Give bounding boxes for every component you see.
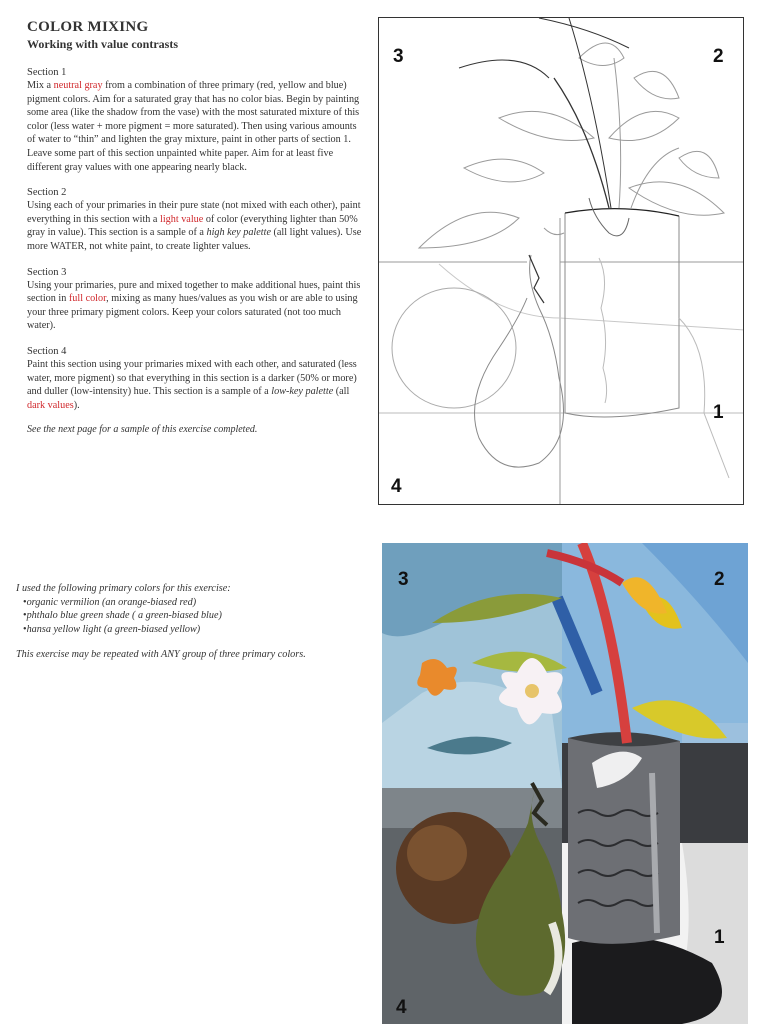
section-heading: Section 1: [27, 67, 67, 78]
painting-label-3: 3: [398, 569, 409, 590]
section-body: [27, 199, 367, 253]
section-body: [27, 358, 367, 412]
section-heading: Section 2: [27, 187, 67, 199]
highlight-term: dark values: [27, 399, 74, 411]
colors-intro: I used the following primary colors for this exercise:: [16, 583, 231, 594]
instructions-column: [27, 18, 367, 435]
page-subtitle: Working with value contrasts: [27, 37, 179, 51]
highlight-term: full color: [68, 293, 107, 305]
section-text: ).: [73, 399, 80, 411]
section-text: of color (everything lighter than 50% gray in value). This section is a sample of a: [27, 213, 358, 239]
section-text: Mix a: [27, 80, 54, 91]
color-item: • phthalo blue green shade ( a green-biased blue): [23, 609, 376, 623]
section-text: , mixing as many hues/values as you wish or are able to using your three primary pigment colors. Keep your colors saturated (not too much water).: [27, 293, 358, 332]
section-heading: Section 4: [27, 345, 67, 357]
section-3: [27, 266, 367, 333]
section-heading: Section 3: [27, 266, 67, 278]
sections-list: [27, 66, 367, 412]
section-2: [27, 186, 367, 253]
color-item: • organic vermilion (an orange-biased red): [23, 596, 376, 610]
line-drawing-panel: [378, 17, 744, 505]
section-text: Paint this section using your primaries mixed with each other, and saturated (less water, more pigment) so that everything in this section is a darker (50% or more) and duller (low-intensity) hue. This section is a sample of a: [27, 358, 357, 398]
watercolor-painting: [382, 543, 748, 1024]
color-item: • hansa yellow light (a green-biased yellow): [23, 623, 376, 637]
sketch-label-4: 4: [391, 476, 402, 497]
section-text: Using your primaries, pure and mixed together to make additional hues, paint this section in: [27, 279, 361, 305]
painting-label-4: 4: [396, 997, 407, 1018]
section-text: (all: [333, 386, 350, 398]
section-text: Using each of your primaries in their pure state (not mixed with each other), paint everything in this section with a: [27, 200, 361, 225]
repeat-note: This exercise may be repeated with ANY group of three primary colors.: [16, 649, 306, 661]
italic-term: low-key palette: [271, 386, 334, 398]
section-body: [27, 79, 367, 174]
painting-label-1: 1: [714, 927, 725, 948]
section-text: (all light values). Use more WATER, not white paint, to create lighter values.: [27, 227, 362, 252]
sketch-label-2: 2: [713, 46, 724, 67]
sketch-label-3: 3: [393, 46, 404, 67]
colors-used-block: [16, 582, 376, 662]
section-1: [27, 66, 367, 174]
sketch-label-1: 1: [713, 402, 724, 423]
line-drawing-svg: [379, 18, 744, 505]
highlight-term: neutral gray: [53, 80, 103, 91]
painting-svg: [382, 543, 748, 1024]
see-next-note: See the next page for a sample of this exercise completed.: [27, 424, 258, 436]
section-4: [27, 345, 367, 412]
section-text: from a combination of three primary (red, yellow and blue) pigment colors. Aim for a saturated gray that has no color bias. Begin by painting some area (like the shadow from the vase) with the most saturated mixture of this color (less water + more pigment = more saturated). Then using various amounts of water to “thin” and lighten the gray mixture, paint in other parts of section 1. Leave some part of this section unpainted white paper. Aim for at least five different gray values with one appearing nearly black.: [27, 80, 360, 173]
italic-term: high key palette: [206, 227, 271, 239]
painting-label-2: 2: [714, 569, 725, 590]
highlight-term: light value: [159, 213, 204, 225]
colors-list: [16, 596, 376, 637]
section-body: [27, 279, 367, 333]
page-title: COLOR MIXING: [27, 19, 149, 35]
